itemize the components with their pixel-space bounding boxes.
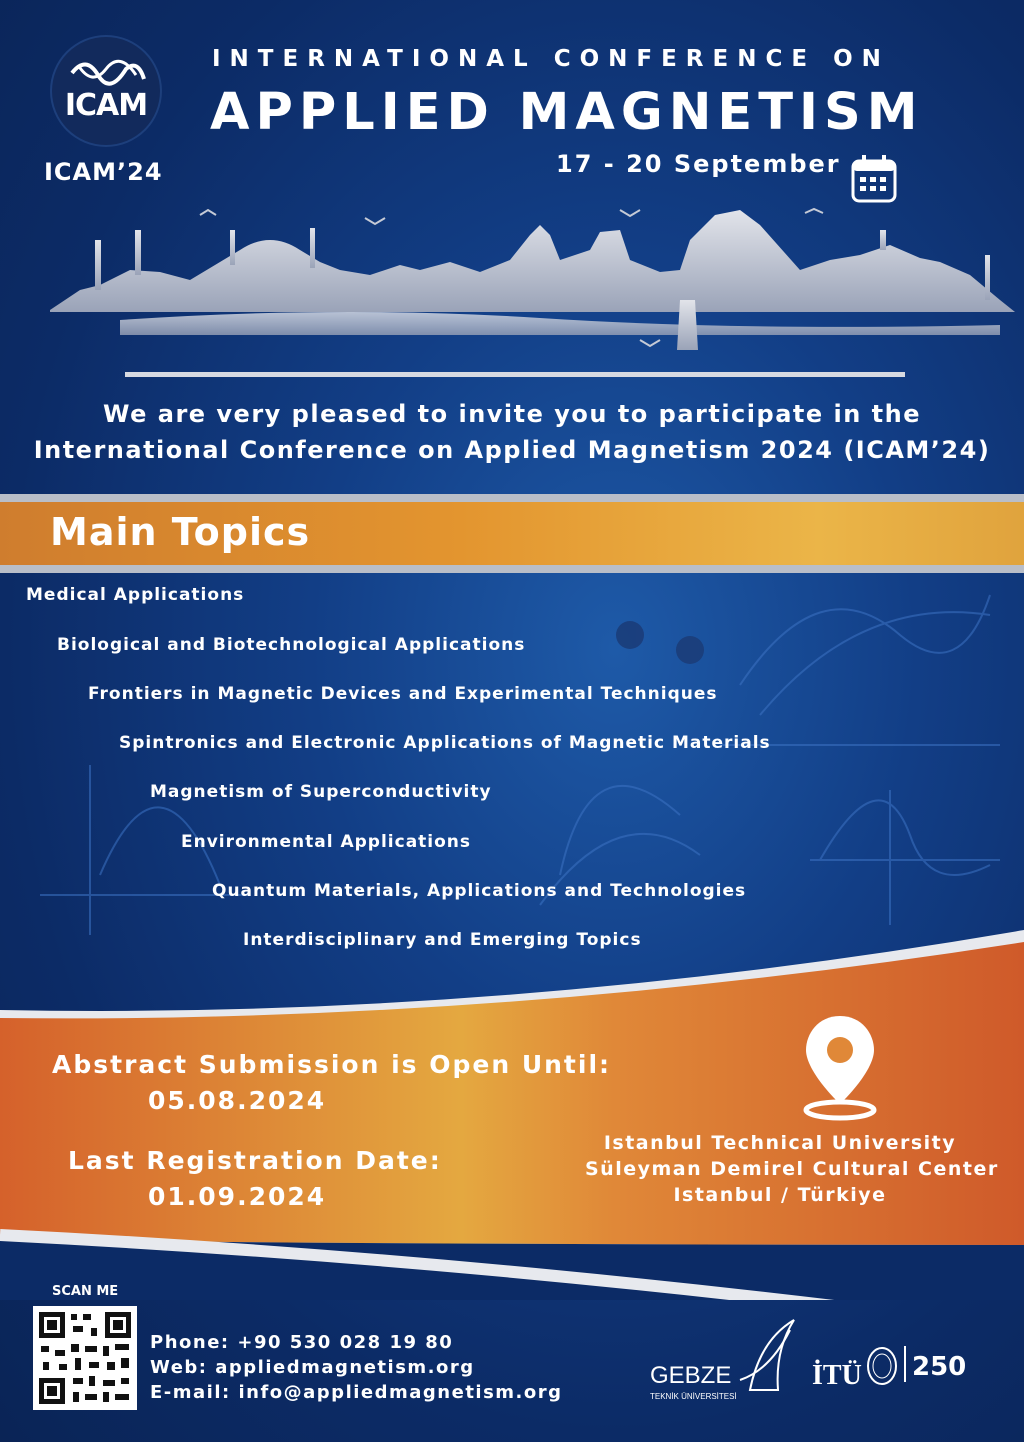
topic-item: Spintronics and Electronic Applications of Magnetic Materials (119, 733, 771, 753)
conference-title: APPLIED MAGNETISM (210, 83, 924, 142)
topic-item: Magnetism of Superconductivity (150, 782, 492, 802)
conference-super-title: INTERNATIONAL CONFERENCE ON (212, 46, 890, 72)
band-border-bottom (0, 565, 1024, 573)
scan-me-label: SCAN ME (52, 1284, 119, 1299)
logo-text: ICAM (64, 88, 148, 123)
gebze-university-logo: GEBZE (650, 1362, 732, 1389)
invitation-line-2: International Conference on Applied Magnetism 2024 (ICAM’24) (33, 436, 991, 464)
registration-deadline-label: Last Registration Date: (68, 1146, 442, 1175)
itu-seal-icon (866, 1346, 898, 1390)
topic-item: Environmental Applications (181, 832, 472, 852)
contact-phone[interactable]: Phone: +90 530 028 19 80 (150, 1332, 454, 1353)
logo-divider (904, 1346, 906, 1382)
itu-logo: İTÜ (812, 1360, 862, 1391)
venue-line-3: Istanbul / Türkiye (673, 1184, 887, 1206)
gebze-university-subtitle: TEKNİK ÜNİVERSİTESİ (650, 1392, 737, 1401)
registration-deadline-date: 01.09.2024 (148, 1182, 327, 1211)
logo-year: ICAM’24 (44, 158, 163, 186)
venue-line-2: Süleyman Demirel Cultural Center (585, 1158, 999, 1180)
location-pin-icon (800, 1012, 880, 1126)
contact-email[interactable]: E-mail: info@appliedmagnetism.org (150, 1382, 563, 1403)
abstract-deadline-date: 05.08.2024 (148, 1086, 327, 1115)
qr-code[interactable] (33, 1306, 137, 1410)
abstract-deadline-label: Abstract Submission is Open Until: (52, 1050, 612, 1079)
gebze-emblem-icon (730, 1310, 800, 1404)
istanbul-skyline-illustration (40, 200, 1020, 385)
topic-item: Quantum Materials, Applications and Technologies (212, 881, 747, 901)
topic-item: Frontiers in Magnetic Devices and Experimental Techniques (88, 684, 718, 704)
topic-item: Biological and Biotechnological Applications (57, 635, 526, 655)
topic-item: Interdisciplinary and Emerging Topics (243, 930, 642, 950)
topic-item: Medical Applications (26, 585, 245, 605)
contact-web[interactable]: Web: appliedmagnetism.org (150, 1357, 475, 1378)
invitation-line-1: We are very pleased to invite you to participate in the (103, 400, 921, 428)
main-topics-heading: Main Topics (50, 510, 311, 554)
anniversary-250-logo: 250 (912, 1352, 967, 1382)
band-border-top (0, 494, 1024, 502)
conference-dates: 17 - 20 September (556, 150, 841, 178)
venue-line-1: Istanbul Technical University (603, 1132, 957, 1154)
